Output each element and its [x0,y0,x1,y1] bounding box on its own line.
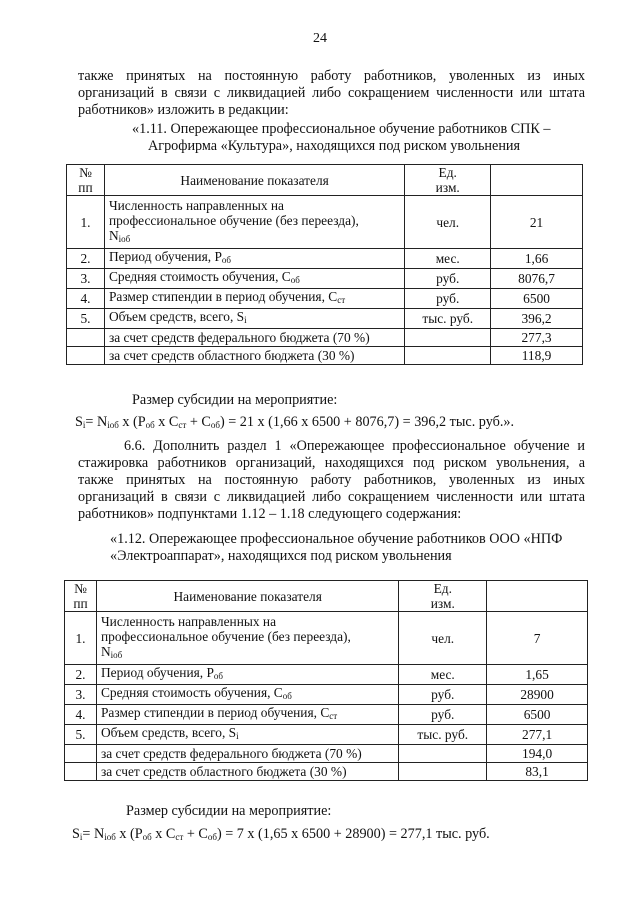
header-name: Наименование показателя [96,581,398,612]
table-row [67,196,583,249]
row-num: 2. [67,249,105,269]
row-unit: чел. [405,196,491,249]
row-unit [399,763,487,781]
table-row [65,665,588,685]
table-row [67,329,583,347]
row-value: 6500 [487,705,588,725]
row-name: Размер стипендии в период обучения, $С_{ст}$ [104,289,404,309]
row-value: 28900 [487,685,588,705]
row-num: 2. [65,665,97,685]
section1-table [66,164,583,365]
row-value: 83,1 [487,763,588,781]
table-row [67,249,583,269]
table-row [65,763,588,781]
para66-line-1: 6.6. Дополнить раздел 1 «Опережающее профессиональное обучение и [124,438,585,454]
row-unit: мес. [405,249,491,269]
row-name: Численность направленных на профессиональное обучение (без переезда), $N_{iоб}$ [96,612,398,665]
row-name: Размер стипендии в период обучения, $С_{ст}$ [96,705,398,725]
intro-line-1: также принятых на постоянную работу работников, уволенных из иных [78,68,585,84]
row-unit: руб. [405,269,491,289]
row-name: за счет средств областного бюджета (30 %) [96,763,398,781]
section2-title-line-2: «Электроаппарат», находящихся под риском увольнения [110,548,452,564]
header-name: Наименование показателя [104,165,404,196]
row-unit: тыс. руб. [405,309,491,329]
section1-title-line-2: Агрофирма «Культура», находящихся под риском увольнения [148,138,521,154]
section1-title-line-1: «1.11. Опережающее профессиональное обучение работников СПК – [132,121,551,137]
row-value: 277,1 [487,725,588,745]
header-num: № пп [65,581,97,612]
row-unit [405,329,491,347]
row-unit: тыс. руб. [399,725,487,745]
table-header-row [65,581,588,612]
row-value: 7 [487,612,588,665]
row-name: за счет средств областного бюджета (30 %) [104,347,404,365]
intro-line-3: работников» изложить в редакции: [78,102,289,118]
row-value: 277,3 [491,329,583,347]
header-value [491,165,583,196]
row-num: 4. [65,705,97,725]
row-name: Объем средств, всего, $S_i$ [96,725,398,745]
para66-line-4: организаций в связи с ликвидацией либо сокращением численности или штата [78,489,585,505]
row-name: Период обучения, $Р_{об}$ [96,665,398,685]
table-row [67,269,583,289]
para66-line-2: стажировка работников организаций, находящихся под риском увольнения, а [78,455,585,471]
row-num [65,763,97,781]
row-num [67,347,105,365]
intro-line-2: организаций в связи с ликвидацией либо сокращением численности или штата [78,85,585,101]
header-unit: Ед. изм. [405,165,491,196]
row-unit: руб. [405,289,491,309]
section1-formula: $S_i= N_{iоб}$ х ($Р_{об}$ х $С_{ст} + С_{об}) = 21$ х (1,66 х 6500 + 8076,7) = 396,2 тыс. руб.». [75,414,515,430]
row-name: Период обучения, $Р_{об}$ [104,249,404,269]
row-unit [399,745,487,763]
row-num: 3. [67,269,105,289]
table-row [65,745,588,763]
section1-subsidy-label: Размер субсидии на мероприятие: [132,392,338,408]
row-num: 4. [67,289,105,309]
row-unit: чел. [399,612,487,665]
table-row [67,347,583,365]
row-value: 8076,7 [491,269,583,289]
row-num: 1. [65,612,97,665]
row-value: 1,66 [491,249,583,269]
table-row [65,612,588,665]
row-unit: руб. [399,705,487,725]
para66-line-5: работников» подпунктами 1.12 – 1.18 следующего содержания: [78,506,462,522]
row-num: 1. [67,196,105,249]
row-value: 21 [491,196,583,249]
row-num: 3. [65,685,97,705]
table-row [65,705,588,725]
row-num: 5. [65,725,97,745]
page-number: 24 [313,31,327,46]
row-unit [405,347,491,365]
section2-title-line-1: «1.12. Опережающее профессиональное обучение работников ООО «НПФ [110,531,563,547]
row-name: Средняя стоимость обучения, $С_{об}$ [104,269,404,289]
row-num [67,329,105,347]
row-num [65,745,97,763]
table-row [65,685,588,705]
para66-line-3: также принятых на постоянную работу работников, уволенных из иных [78,472,585,488]
row-value: 194,0 [487,745,588,763]
header-num: № пп [67,165,105,196]
row-name: Средняя стоимость обучения, $С_{об}$ [96,685,398,705]
table-row [67,309,583,329]
row-name: Объем средств, всего, $S_i$ [104,309,404,329]
row-name: за счет средств федерального бюджета (70 %) [104,329,404,347]
table-row [65,725,588,745]
row-unit: руб. [399,685,487,705]
section2-table [64,580,588,781]
section2-subsidy-label: Размер субсидии на мероприятие: [126,803,332,819]
row-value: 6500 [491,289,583,309]
section2-formula: $S_i= N_{iоб}$ х ($Р_{об}$ х $С_{ст} + С_{об}) = 7$ х (1,65 х 6500 + 28900) = 277,1 тыс. руб. [72,826,490,842]
row-value: 396,2 [491,309,583,329]
row-value: 1,65 [487,665,588,685]
header-value [487,581,588,612]
row-unit: мес. [399,665,487,685]
row-name: Численность направленных на профессиональное обучение (без переезда), $N_{iоб}$ [104,196,404,249]
table-row [67,289,583,309]
row-value: 118,9 [491,347,583,365]
row-num: 5. [67,309,105,329]
row-name: за счет средств федерального бюджета (70 %) [96,745,398,763]
header-unit: Ед. изм. [399,581,487,612]
table-header-row [67,165,583,196]
